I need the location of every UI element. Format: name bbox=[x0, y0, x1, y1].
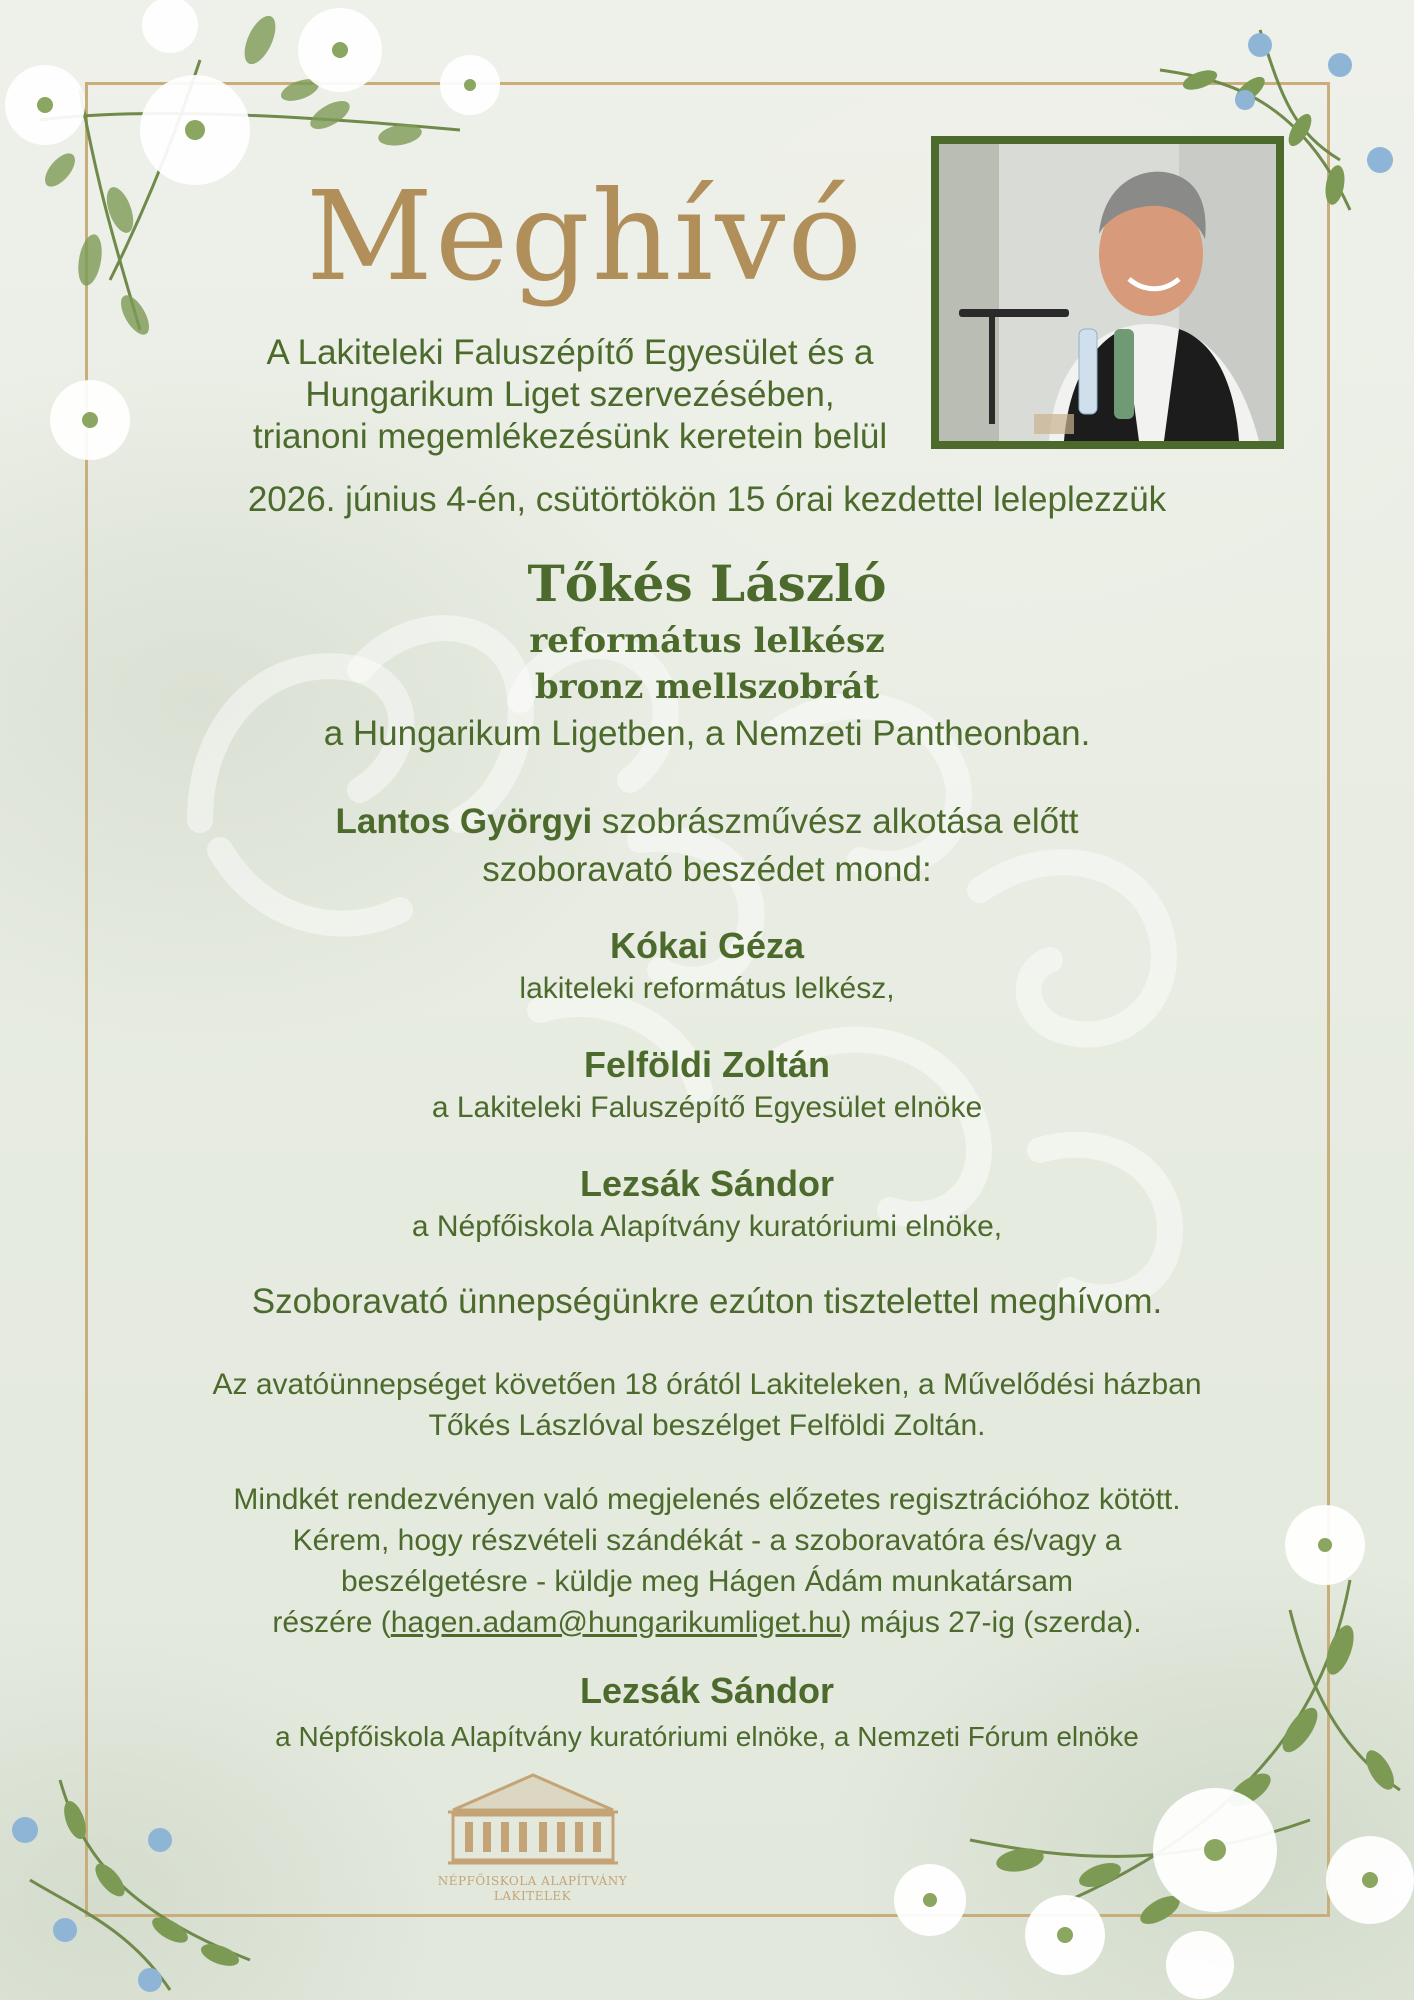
speaker-name: Lezsák Sándor bbox=[579, 1163, 835, 1204]
registration-line bbox=[110, 1602, 1304, 1643]
sculptor-name: Lantos Györgyi bbox=[335, 802, 593, 841]
sculptor-text bbox=[150, 798, 1264, 894]
registration-suffix: ) május 27-ig (szerda). bbox=[841, 1606, 1142, 1639]
portrait-photo bbox=[931, 136, 1284, 449]
venue-line: a Hungarikum Ligetben, a Nemzeti Pantheonban. bbox=[323, 714, 1091, 753]
speaker-title: lakiteleki református lelkész, bbox=[519, 972, 895, 1005]
speaker-name: Felföldi Zoltán bbox=[584, 1044, 830, 1085]
intro-text bbox=[170, 332, 970, 458]
logo-text-line: NÉPFŐISKOLA ALAPÍTVÁNY bbox=[437, 1874, 628, 1888]
registration-line: beszélgetésre - küldje meg Hágen Ádám munkatársam bbox=[340, 1565, 1074, 1598]
date-line: 2026. június 4-én, csütörtökön 15 órai kezdettel leleplezzük bbox=[247, 480, 1167, 519]
intro-line: A Lakiteleki Faluszépítő Egyesület és a bbox=[266, 333, 874, 372]
flower-decoration-bottom-left bbox=[0, 1760, 280, 2000]
after-event-text bbox=[110, 1364, 1304, 1446]
foundation-logo bbox=[425, 1770, 640, 1904]
invitation-title: Meghívó bbox=[306, 165, 864, 309]
signature-name: Lezsák Sándor bbox=[579, 1670, 835, 1711]
building-logo-icon bbox=[443, 1770, 623, 1870]
logo-text-line: LAKITELEK bbox=[493, 1889, 572, 1903]
registration-line: Mindkét rendezvényen való megjelenés előzetes regisztrációhoz kötött. bbox=[233, 1483, 1181, 1516]
after-event-line: Tőkés Lászlóval beszélget Felföldi Zoltán. bbox=[428, 1409, 986, 1442]
registration-prefix: részére ( bbox=[272, 1606, 391, 1639]
honoree-role-line: bronz mellszobrát bbox=[534, 667, 880, 707]
honoree-role bbox=[300, 618, 1114, 710]
email-link[interactable]: hagen.adam@hungarikumliget.hu bbox=[390, 1606, 842, 1639]
invitation-sentence: Szoboravató ünnepségünkre ezúton tisztelettel meghívom. bbox=[251, 1282, 1163, 1321]
signature-title: a Népfőiskola Alapítvány kuratóriumi elnöke, a Nemzeti Fórum elnöke bbox=[275, 1721, 1139, 1752]
speaker-name: Kókai Géza bbox=[609, 925, 805, 966]
speech-intro: szoboravató beszédet mond: bbox=[482, 850, 932, 889]
intro-line: trianoni megemlékezésünk keretein belül bbox=[252, 417, 888, 456]
portrait-image bbox=[939, 144, 1276, 441]
sculptor-description: szobrászművész alkotása előtt bbox=[592, 802, 1079, 841]
intro-line: Hungarikum Liget szervezésében, bbox=[305, 375, 835, 414]
honoree-name: Tőkés László bbox=[527, 554, 887, 613]
speaker-title: a Lakiteleki Faluszépítő Egyesület elnöke bbox=[431, 1091, 983, 1124]
after-event-line: Az avatóünnepséget követően 18 órától Lakiteleken, a Művelődési házban bbox=[212, 1368, 1202, 1401]
registration-text bbox=[110, 1479, 1304, 1643]
registration-line: Kérem, hogy részvételi szándékát - a szoboravatóra és/vagy a bbox=[292, 1524, 1122, 1557]
honoree-role-line: református lelkész bbox=[529, 621, 885, 661]
speaker-title: a Népfőiskola Alapítvány kuratóriumi elnöke, bbox=[411, 1210, 1003, 1243]
